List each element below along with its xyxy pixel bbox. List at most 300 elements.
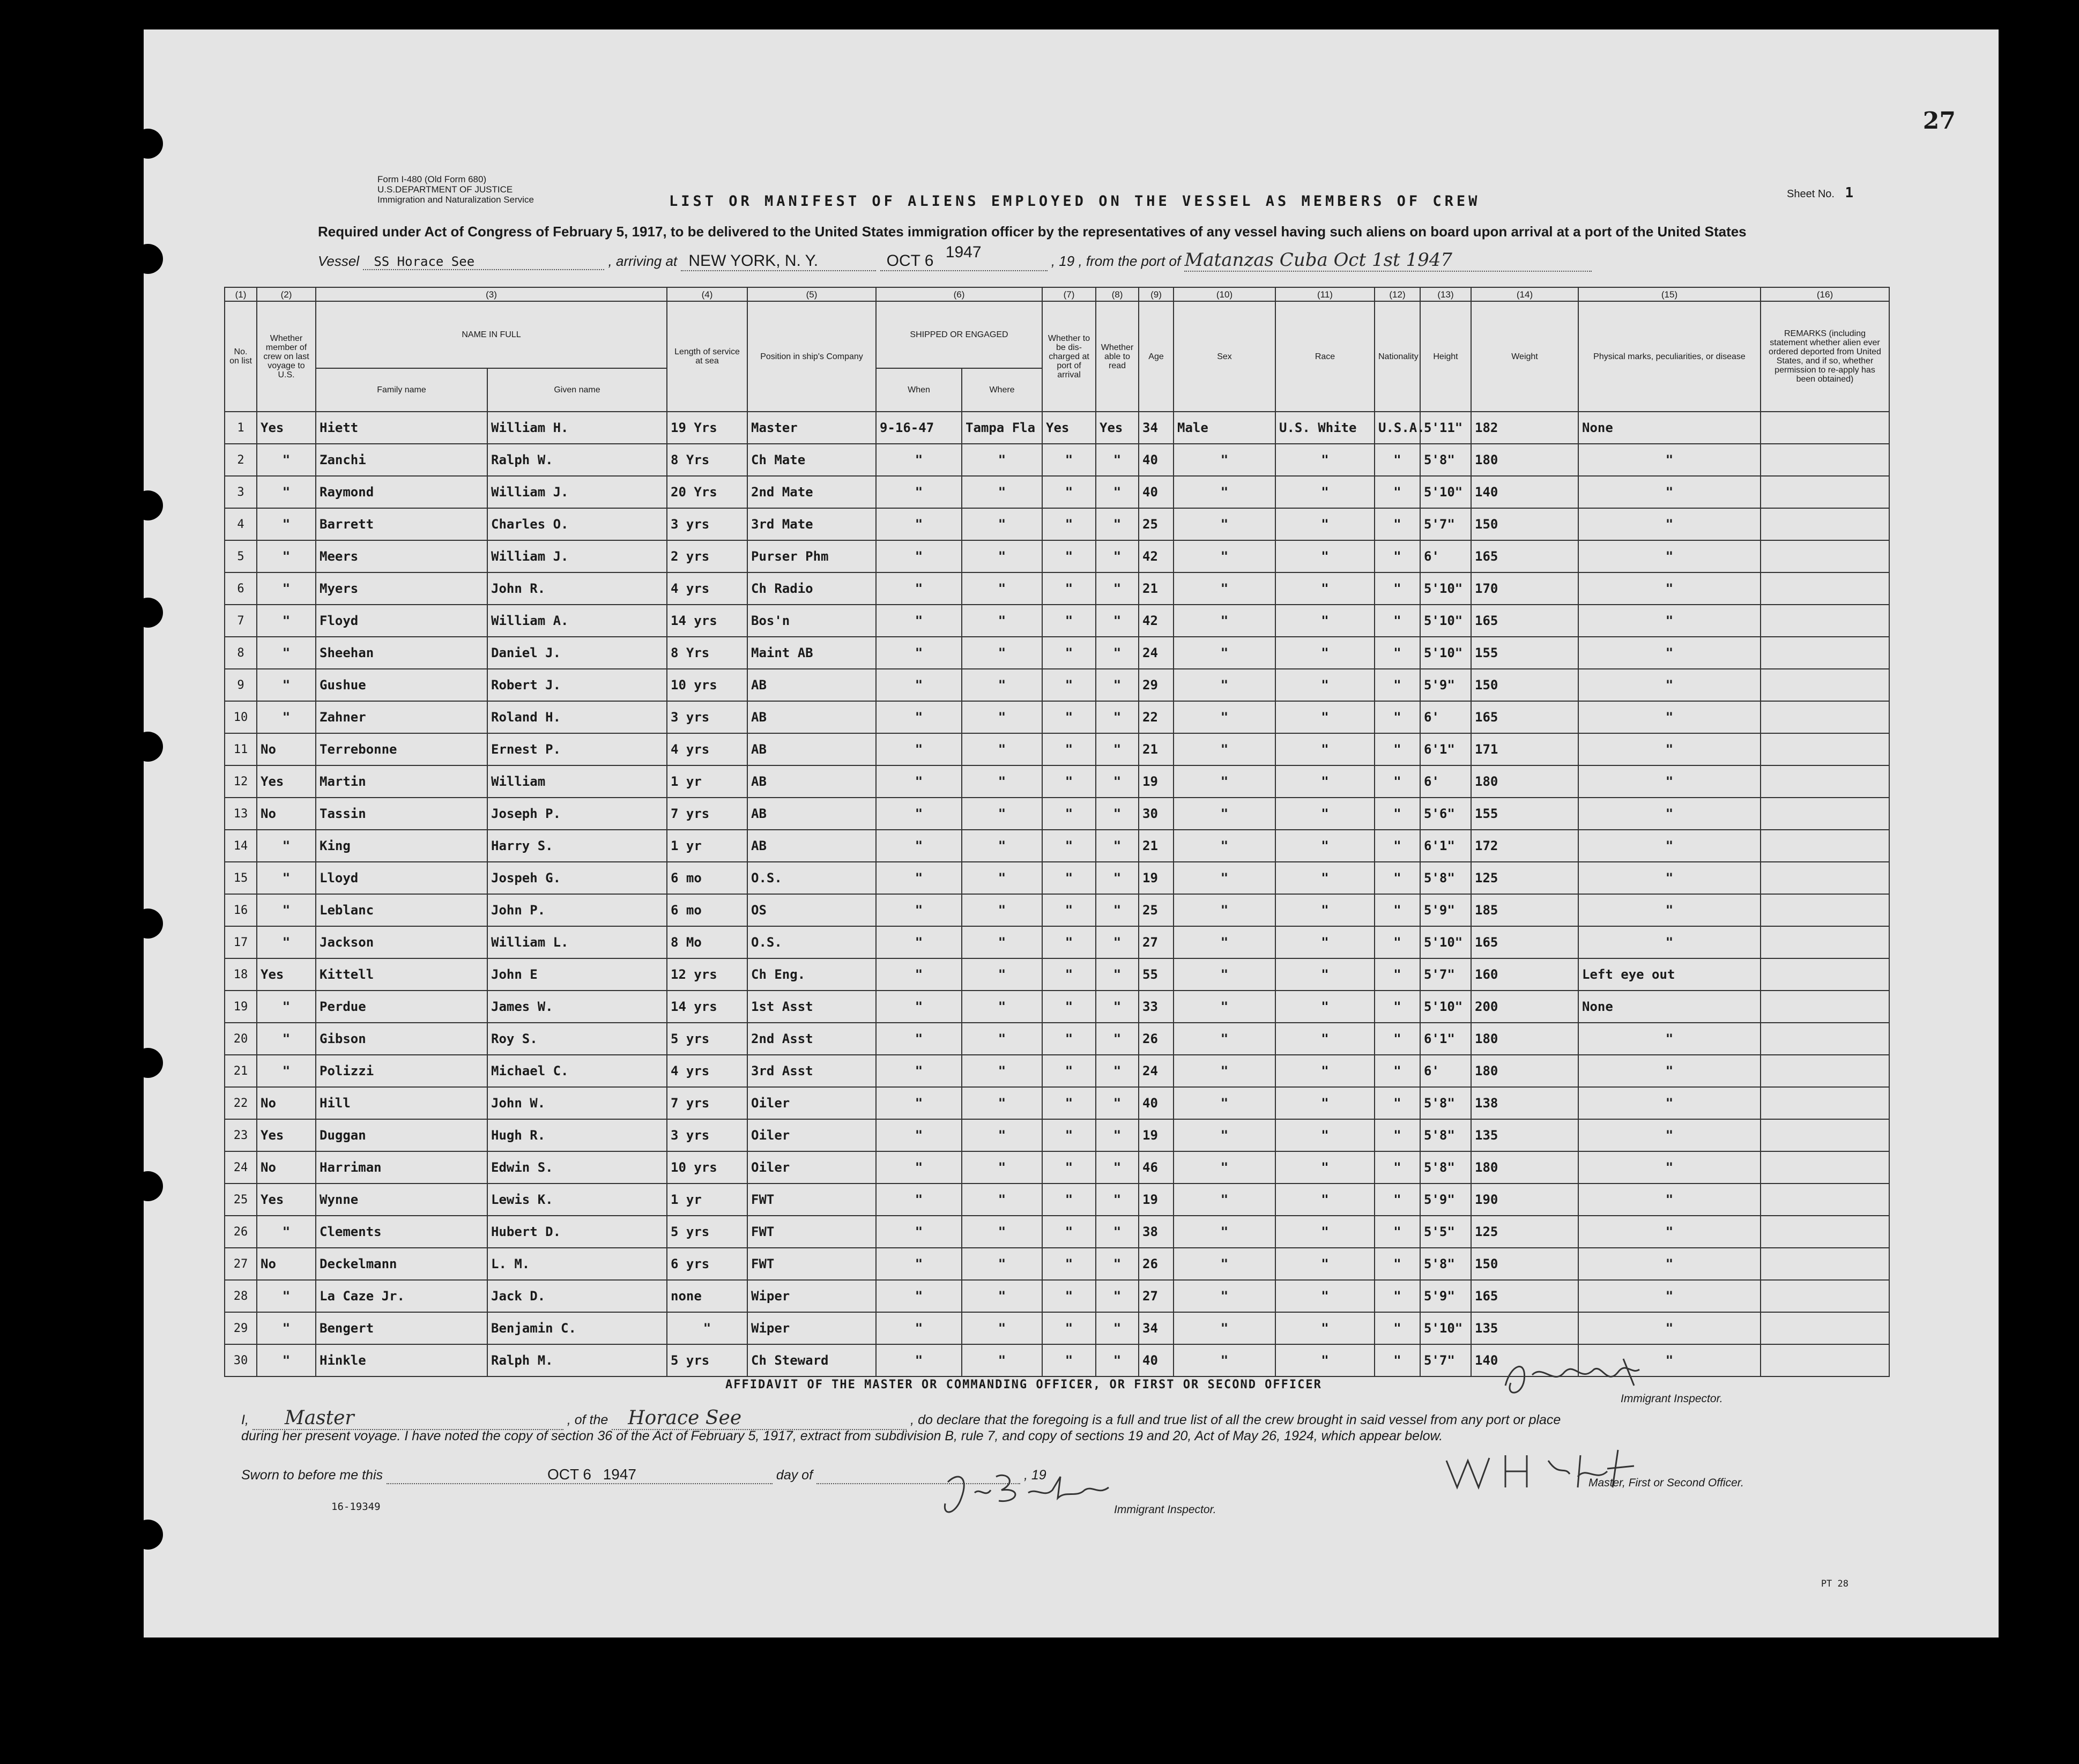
cell-sex: " [1174, 798, 1275, 830]
affidavit-i-label: I, [241, 1412, 249, 1427]
cell-able-to-read: " [1096, 1151, 1139, 1184]
cell-sex: Male [1174, 412, 1275, 444]
cell-to-be-discharged: " [1042, 1055, 1096, 1087]
cell-position: 2nd Mate [747, 476, 876, 508]
cell-position: AB [747, 733, 876, 765]
cell-age: 19 [1139, 765, 1174, 798]
cell-list-number: 4 [225, 508, 257, 540]
cell-shipped-when: " [876, 1312, 962, 1344]
cell-age: 38 [1139, 1216, 1174, 1248]
cell-shipped-where: " [962, 1312, 1042, 1344]
cell-shipped-when: " [876, 476, 962, 508]
cell-position: Master [747, 412, 876, 444]
cell-age: 29 [1139, 669, 1174, 701]
cell-weight: 125 [1471, 1216, 1578, 1248]
cell-sex: " [1174, 1184, 1275, 1216]
cell-shipped-when: " [876, 798, 962, 830]
cell-service-length: 3 yrs [667, 508, 747, 540]
header-discharged: Whether to be dis-charged at port of arrival [1042, 301, 1096, 412]
crew-row [225, 1280, 1889, 1312]
cell-height: 5'6" [1420, 798, 1471, 830]
cell-to-be-discharged: " [1042, 1248, 1096, 1280]
cell-nationality: " [1375, 508, 1420, 540]
cell-shipped-when: " [876, 1087, 962, 1119]
cell-service-length: 1 yr [667, 1184, 747, 1216]
cell-list-number: 13 [225, 798, 257, 830]
cell-able-to-read: " [1096, 701, 1139, 733]
from-label: , from the port of [1078, 253, 1181, 269]
cell-service-length: 1 yr [667, 765, 747, 798]
cell-given-name: Ralph M. [487, 1344, 667, 1376]
cell-weight: 135 [1471, 1312, 1578, 1344]
cell-age: 19 [1139, 1119, 1174, 1151]
crew-row [225, 637, 1889, 669]
cell-family-name: Sheehan [316, 637, 487, 669]
cell-to-be-discharged: " [1042, 637, 1096, 669]
cell-nationality: " [1375, 637, 1420, 669]
cell-family-name: Tassin [316, 798, 487, 830]
cell-member-last-voyage: Yes [257, 412, 316, 444]
cell-sex: " [1174, 991, 1275, 1023]
cell-remarks [1761, 701, 1889, 733]
cell-height: 5'7" [1420, 1344, 1471, 1376]
cell-weight: 140 [1471, 476, 1578, 508]
punch-hole [133, 598, 163, 628]
cell-to-be-discharged: " [1042, 540, 1096, 572]
cell-list-number: 26 [225, 1216, 257, 1248]
arriving-port: NEW YORK, N. Y. [681, 252, 876, 271]
cell-service-length: 12 yrs [667, 958, 747, 991]
cell-given-name: William [487, 765, 667, 798]
cell-height: 5'10" [1420, 476, 1471, 508]
cell-race: " [1275, 1184, 1375, 1216]
column-number-row [225, 287, 1889, 301]
cell-weight: 182 [1471, 412, 1578, 444]
cell-physical-marks: " [1578, 1087, 1761, 1119]
cell-physical-marks: " [1578, 444, 1761, 476]
cell-list-number: 28 [225, 1280, 257, 1312]
crew-row [225, 991, 1889, 1023]
cell-family-name: Hiett [316, 412, 487, 444]
cell-family-name: Gushue [316, 669, 487, 701]
cell-race: " [1275, 572, 1375, 605]
cell-physical-marks: " [1578, 1312, 1761, 1344]
cell-shipped-when: " [876, 1280, 962, 1312]
cell-shipped-where: " [962, 572, 1042, 605]
cell-weight: 150 [1471, 669, 1578, 701]
cell-physical-marks: " [1578, 1023, 1761, 1055]
form-code: 16-19349 [331, 1501, 381, 1513]
header-when: When [876, 368, 962, 412]
cell-sex: " [1174, 637, 1275, 669]
cell-physical-marks: " [1578, 862, 1761, 894]
cell-age: 34 [1139, 1312, 1174, 1344]
cell-given-name: Roy S. [487, 1023, 667, 1055]
cell-physical-marks: " [1578, 476, 1761, 508]
cell-family-name: Meers [316, 540, 487, 572]
cell-able-to-read: " [1096, 991, 1139, 1023]
crew-manifest-table [224, 287, 1890, 1377]
cell-remarks [1761, 1184, 1889, 1216]
cell-age: 21 [1139, 733, 1174, 765]
crew-row [225, 1023, 1889, 1055]
cell-to-be-discharged: Yes [1042, 412, 1096, 444]
cell-able-to-read: " [1096, 1312, 1139, 1344]
cell-list-number: 17 [225, 926, 257, 958]
cell-shipped-where: " [962, 1344, 1042, 1376]
cell-weight: 135 [1471, 1119, 1578, 1151]
cell-able-to-read: " [1096, 1344, 1139, 1376]
header-name-in-full: NAME IN FULL [316, 301, 667, 368]
cell-given-name: Jospeh G. [487, 862, 667, 894]
cell-nationality: " [1375, 733, 1420, 765]
cell-age: 26 [1139, 1023, 1174, 1055]
cell-to-be-discharged: " [1042, 669, 1096, 701]
header-nationality: Nationality [1375, 301, 1420, 412]
cell-service-length: 8 Yrs [667, 444, 747, 476]
cell-race: " [1275, 669, 1375, 701]
cell-remarks [1761, 1344, 1889, 1376]
cell-nationality: " [1375, 669, 1420, 701]
cell-position: 1st Asst [747, 991, 876, 1023]
cell-service-length: 10 yrs [667, 1151, 747, 1184]
cell-sex: " [1174, 894, 1275, 926]
crew-row [225, 1248, 1889, 1280]
cell-shipped-when: " [876, 830, 962, 862]
cell-physical-marks: " [1578, 637, 1761, 669]
cell-list-number: 15 [225, 862, 257, 894]
crew-row [225, 862, 1889, 894]
cell-physical-marks: " [1578, 605, 1761, 637]
cell-service-length: 14 yrs [667, 991, 747, 1023]
cell-remarks [1761, 991, 1889, 1023]
column-number: (1) [225, 287, 257, 301]
cell-age: 40 [1139, 1344, 1174, 1376]
cell-able-to-read: " [1096, 669, 1139, 701]
cell-able-to-read: " [1096, 540, 1139, 572]
cell-family-name: Barrett [316, 508, 487, 540]
cell-family-name: Zanchi [316, 444, 487, 476]
cell-height: 6'1" [1420, 1023, 1471, 1055]
cell-nationality: " [1375, 1312, 1420, 1344]
cell-member-last-voyage: Yes [257, 1119, 316, 1151]
year-prefix-label: , 19 [1023, 1468, 1046, 1483]
cell-race: " [1275, 926, 1375, 958]
cell-height: 5'9" [1420, 1184, 1471, 1216]
crew-row [225, 701, 1889, 733]
cell-sex: " [1174, 958, 1275, 991]
cell-age: 19 [1139, 1184, 1174, 1216]
cell-service-length: 5 yrs [667, 1023, 747, 1055]
cell-nationality: " [1375, 605, 1420, 637]
cell-list-number: 24 [225, 1151, 257, 1184]
cell-member-last-voyage: Yes [257, 1184, 316, 1216]
cell-position: 2nd Asst [747, 1023, 876, 1055]
cell-service-length: 20 Yrs [667, 476, 747, 508]
cell-to-be-discharged: " [1042, 798, 1096, 830]
cell-remarks [1761, 572, 1889, 605]
cell-member-last-voyage: No [257, 1248, 316, 1280]
cell-member-last-voyage: " [257, 862, 316, 894]
cell-height: 5'9" [1420, 894, 1471, 926]
cell-weight: 180 [1471, 1151, 1578, 1184]
cell-given-name: Hubert D. [487, 1216, 667, 1248]
cell-race: " [1275, 1023, 1375, 1055]
column-number: (14) [1471, 287, 1578, 301]
cell-remarks [1761, 1216, 1889, 1248]
cell-position: Oiler [747, 1087, 876, 1119]
cell-age: 21 [1139, 572, 1174, 605]
cell-race: " [1275, 1151, 1375, 1184]
header-able-to-read: Whether able to read [1096, 301, 1139, 412]
cell-physical-marks: " [1578, 1344, 1761, 1376]
cell-family-name: Perdue [316, 991, 487, 1023]
inspector-label-bottom: Immigrant Inspector. [1114, 1504, 1216, 1516]
cell-weight: 180 [1471, 1055, 1578, 1087]
punch-hole [133, 1048, 163, 1078]
cell-position: 3rd Mate [747, 508, 876, 540]
cell-weight: 125 [1471, 862, 1578, 894]
cell-shipped-when: " [876, 444, 962, 476]
cell-height: 5'8" [1420, 1151, 1471, 1184]
cell-family-name: Deckelmann [316, 1248, 487, 1280]
cell-service-length: 2 yrs [667, 540, 747, 572]
crew-row [225, 1151, 1889, 1184]
cell-family-name: Polizzi [316, 1055, 487, 1087]
cell-able-to-read: " [1096, 1023, 1139, 1055]
cell-position: AB [747, 669, 876, 701]
pt-code: PT 28 [1821, 1579, 1848, 1589]
cell-sex: " [1174, 1312, 1275, 1344]
cell-position: Ch Mate [747, 444, 876, 476]
sworn-stamp [387, 1466, 773, 1484]
cell-age: 24 [1139, 637, 1174, 669]
cell-able-to-read: " [1096, 798, 1139, 830]
crew-row [225, 1184, 1889, 1216]
cell-age: 26 [1139, 1248, 1174, 1280]
column-number: (15) [1578, 287, 1761, 301]
cell-given-name: William J. [487, 540, 667, 572]
cell-able-to-read: " [1096, 476, 1139, 508]
cell-remarks [1761, 476, 1889, 508]
cell-race: " [1275, 1312, 1375, 1344]
cell-family-name: Leblanc [316, 894, 487, 926]
vessel-name: SS Horace See [363, 254, 604, 270]
cell-shipped-when: " [876, 1023, 962, 1055]
cell-race: " [1275, 444, 1375, 476]
crew-row [225, 444, 1889, 476]
cell-race: " [1275, 540, 1375, 572]
cell-given-name: John E [487, 958, 667, 991]
cell-sex: " [1174, 540, 1275, 572]
cell-physical-marks: " [1578, 508, 1761, 540]
cell-given-name: Ernest P. [487, 733, 667, 765]
cell-family-name: Hill [316, 1087, 487, 1119]
column-number: (11) [1275, 287, 1375, 301]
cell-position: 3rd Asst [747, 1055, 876, 1087]
cell-service-length: 8 Yrs [667, 637, 747, 669]
cell-able-to-read: " [1096, 1184, 1139, 1216]
header-list-number: No. on list [225, 301, 257, 412]
cell-height: 5'8" [1420, 1119, 1471, 1151]
cell-height: 5'9" [1420, 669, 1471, 701]
cell-list-number: 30 [225, 1344, 257, 1376]
cell-shipped-where: " [962, 1087, 1042, 1119]
inspector-signature-sworn [937, 1466, 1141, 1525]
cell-list-number: 14 [225, 830, 257, 862]
cell-family-name: Zahner [316, 701, 487, 733]
cell-given-name: John R. [487, 572, 667, 605]
cell-member-last-voyage: " [257, 669, 316, 701]
cell-able-to-read: " [1096, 508, 1139, 540]
cell-weight: 180 [1471, 444, 1578, 476]
cell-physical-marks: " [1578, 1248, 1761, 1280]
cell-given-name: Edwin S. [487, 1151, 667, 1184]
cell-given-name: Michael C. [487, 1055, 667, 1087]
cell-given-name: Robert J. [487, 669, 667, 701]
cell-sex: " [1174, 1344, 1275, 1376]
cell-shipped-when: " [876, 701, 962, 733]
crew-row [225, 733, 1889, 765]
cell-weight: 155 [1471, 637, 1578, 669]
cell-position: FWT [747, 1248, 876, 1280]
cell-given-name: Charles O. [487, 508, 667, 540]
cell-to-be-discharged: " [1042, 444, 1096, 476]
cell-member-last-voyage: " [257, 1023, 316, 1055]
cell-race: " [1275, 862, 1375, 894]
column-header-row [225, 301, 1889, 368]
cell-height: 5'8" [1420, 1087, 1471, 1119]
cell-list-number: 12 [225, 765, 257, 798]
cell-height: 5'10" [1420, 991, 1471, 1023]
cell-shipped-where: " [962, 1280, 1042, 1312]
cell-remarks [1761, 444, 1889, 476]
header-age: Age [1139, 301, 1174, 412]
cell-position: FWT [747, 1216, 876, 1248]
cell-to-be-discharged: " [1042, 894, 1096, 926]
cell-position: Wiper [747, 1280, 876, 1312]
cell-given-name: Benjamin C. [487, 1312, 667, 1344]
cell-nationality: " [1375, 540, 1420, 572]
cell-member-last-voyage: " [257, 830, 316, 862]
sheet-label: Sheet No. [1787, 188, 1835, 200]
cell-age: 40 [1139, 444, 1174, 476]
cell-nationality: " [1375, 1023, 1420, 1055]
cell-family-name: Jackson [316, 926, 487, 958]
cell-age: 30 [1139, 798, 1174, 830]
cell-member-last-voyage: " [257, 540, 316, 572]
cell-nationality: " [1375, 1087, 1420, 1119]
cell-race: " [1275, 1280, 1375, 1312]
cell-remarks [1761, 798, 1889, 830]
cell-remarks [1761, 412, 1889, 444]
cell-physical-marks: " [1578, 733, 1761, 765]
cell-able-to-read: " [1096, 894, 1139, 926]
cell-list-number: 18 [225, 958, 257, 991]
cell-shipped-when: " [876, 1184, 962, 1216]
service-name: Immigration and Naturalization Service [377, 195, 534, 205]
cell-able-to-read: " [1096, 1248, 1139, 1280]
cell-physical-marks: " [1578, 765, 1761, 798]
cell-weight: 138 [1471, 1087, 1578, 1119]
cell-race: " [1275, 765, 1375, 798]
cell-height: 5'10" [1420, 1312, 1471, 1344]
cell-shipped-when: " [876, 1119, 962, 1151]
cell-able-to-read: " [1096, 1216, 1139, 1248]
arrival-stamp [880, 243, 1048, 271]
cell-family-name: Duggan [316, 1119, 487, 1151]
cell-age: 42 [1139, 540, 1174, 572]
cell-nationality: " [1375, 476, 1420, 508]
cell-weight: 155 [1471, 798, 1578, 830]
cell-list-number: 3 [225, 476, 257, 508]
cell-height: 5'10" [1420, 637, 1471, 669]
departure-port-handwritten: Matanzas Cuba Oct 1st 1947 [1184, 249, 1592, 272]
cell-weight: 165 [1471, 540, 1578, 572]
cell-given-name: William H. [487, 412, 667, 444]
cell-nationality: " [1375, 991, 1420, 1023]
cell-shipped-when: " [876, 1151, 962, 1184]
cell-physical-marks: " [1578, 1280, 1761, 1312]
cell-list-number: 11 [225, 733, 257, 765]
sworn-year: 1947 [603, 1466, 636, 1483]
cell-race: " [1275, 991, 1375, 1023]
column-number: (3) [316, 287, 667, 301]
cell-height: 5'8" [1420, 444, 1471, 476]
cell-shipped-when: " [876, 572, 962, 605]
cell-nationality: " [1375, 798, 1420, 830]
cell-position: Ch Radio [747, 572, 876, 605]
cell-height: 6'1" [1420, 830, 1471, 862]
cell-service-length: 7 yrs [667, 1087, 747, 1119]
cell-to-be-discharged: " [1042, 572, 1096, 605]
cell-given-name: L. M. [487, 1248, 667, 1280]
cell-age: 46 [1139, 1151, 1174, 1184]
cell-given-name: Hugh R. [487, 1119, 667, 1151]
punch-hole [133, 1520, 163, 1550]
cell-height: 5'8" [1420, 862, 1471, 894]
cell-list-number: 8 [225, 637, 257, 669]
cell-position: O.S. [747, 862, 876, 894]
cell-remarks [1761, 765, 1889, 798]
cell-list-number: 21 [225, 1055, 257, 1087]
cell-able-to-read: " [1096, 637, 1139, 669]
cell-family-name: Raymond [316, 476, 487, 508]
cell-height: 5'5" [1420, 1216, 1471, 1248]
cell-member-last-voyage: " [257, 991, 316, 1023]
column-number: (8) [1096, 287, 1139, 301]
cell-shipped-when: " [876, 958, 962, 991]
cell-position: AB [747, 830, 876, 862]
cell-physical-marks: " [1578, 1184, 1761, 1216]
cell-race: " [1275, 1055, 1375, 1087]
cell-sex: " [1174, 444, 1275, 476]
cell-service-length: 5 yrs [667, 1344, 747, 1376]
cell-height: 6' [1420, 540, 1471, 572]
cell-given-name: Harry S. [487, 830, 667, 862]
form-identifier [377, 174, 534, 205]
cell-list-number: 2 [225, 444, 257, 476]
cell-sex: " [1174, 926, 1275, 958]
cell-nationality: U.S.A. [1375, 412, 1420, 444]
cell-physical-marks: Left eye out [1578, 958, 1761, 991]
sheet-number [1787, 185, 1853, 201]
cell-nationality: " [1375, 1248, 1420, 1280]
crew-row [225, 926, 1889, 958]
cell-weight: 165 [1471, 605, 1578, 637]
cell-height: 6' [1420, 701, 1471, 733]
cell-to-be-discharged: " [1042, 1216, 1096, 1248]
